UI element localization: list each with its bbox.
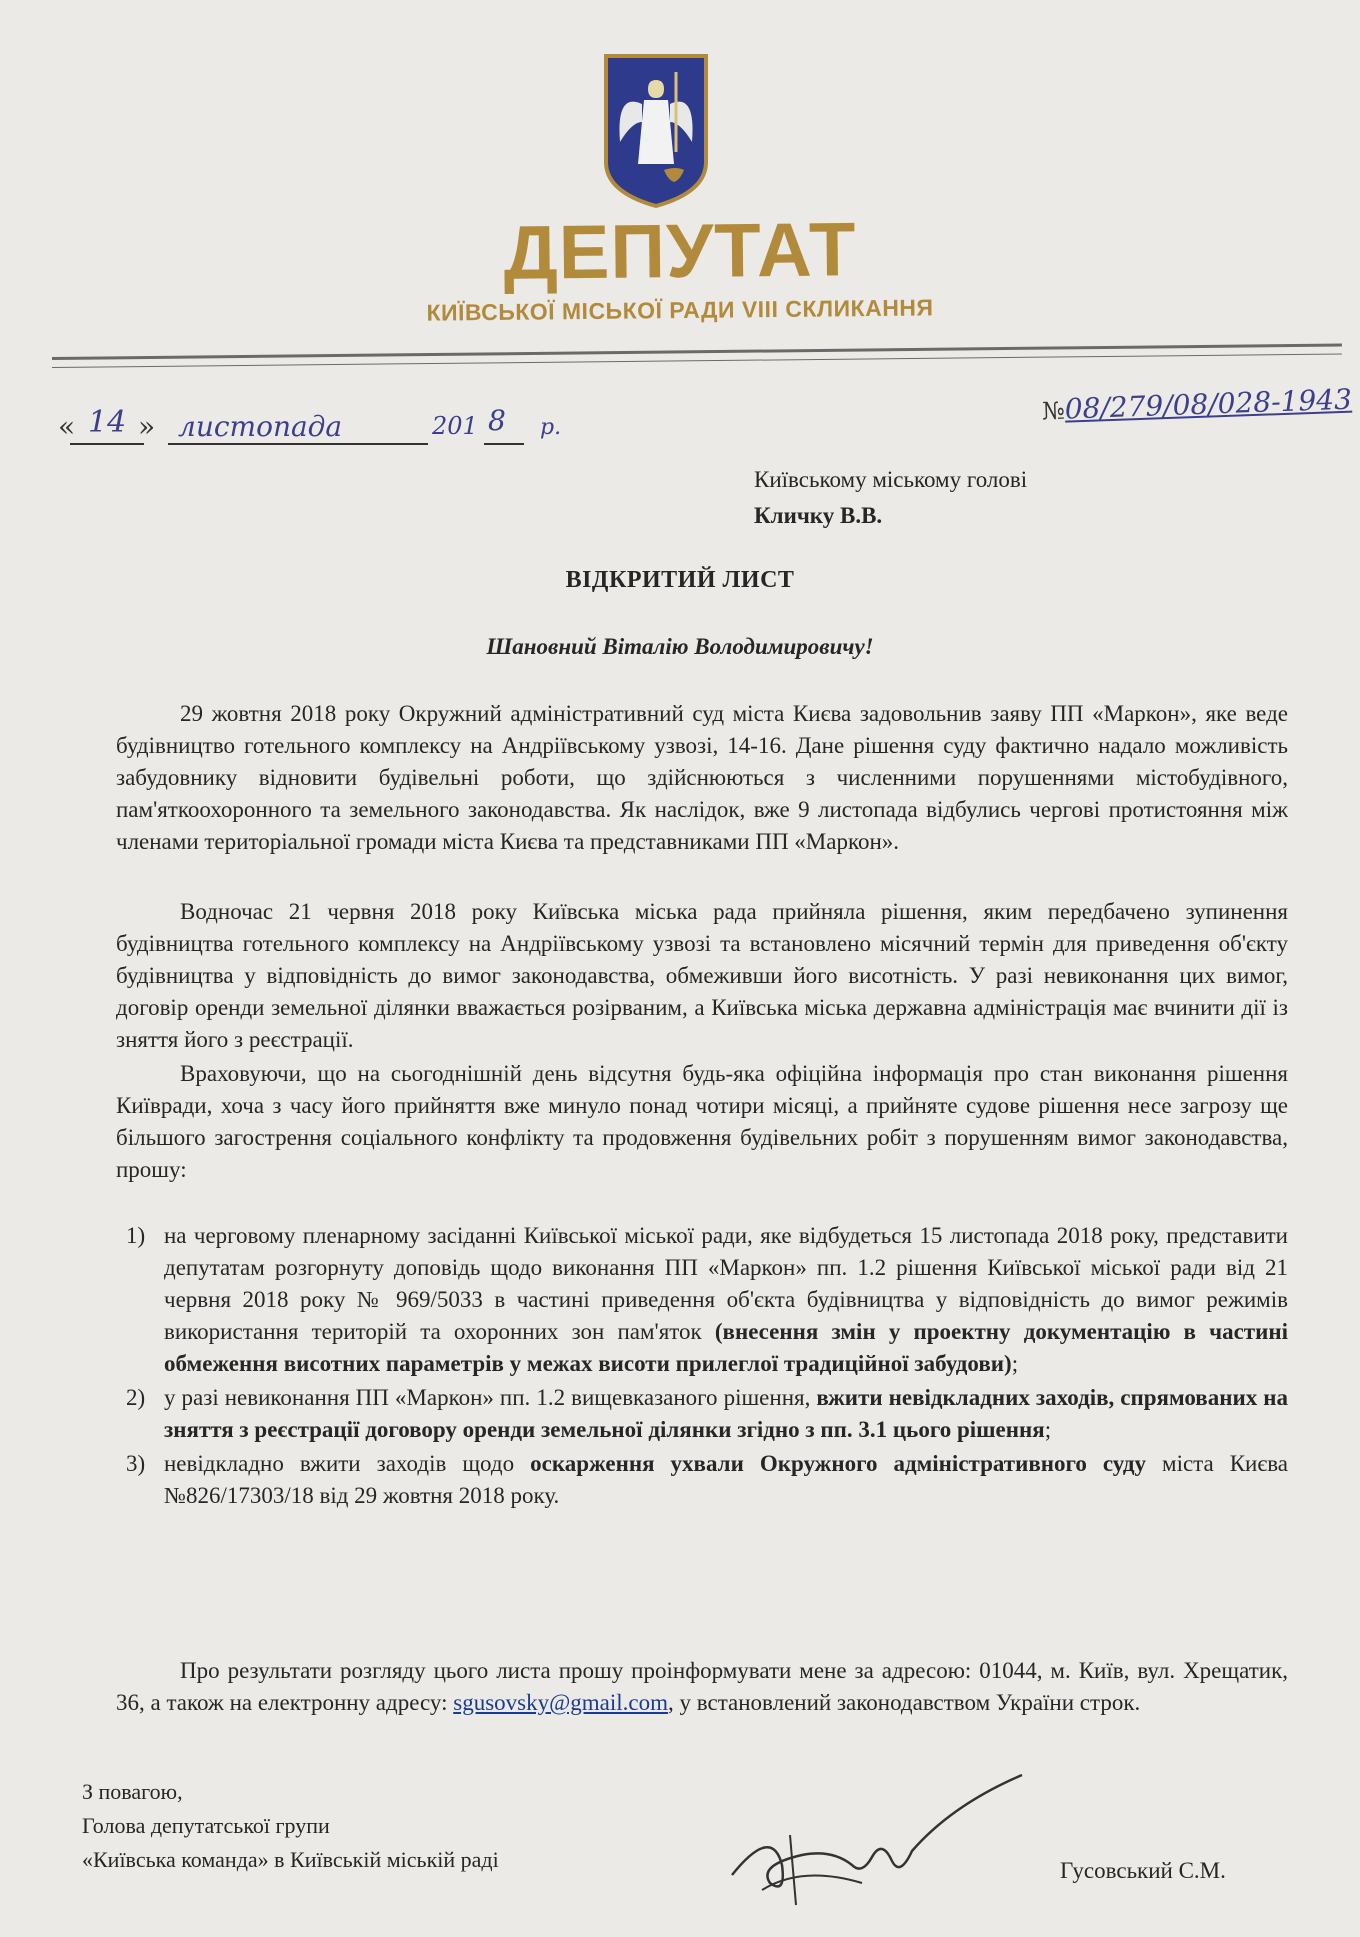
date-day: 14 — [88, 405, 127, 440]
closing-text: Про результати розгляду цього листа прошу проінформувати мене за адресою: 01044, м. Київ, вул. Хрещатик, 36, а також на електронну адресу: — [116, 1658, 1288, 1715]
list-item-text: невідкладно вжити заходів щодо — [164, 1451, 515, 1476]
date-close-quote: » — [138, 410, 156, 443]
signer-group: «Київська команда» в Київській міській раді — [82, 1847, 499, 1872]
paragraph-2 — [116, 896, 1288, 1056]
salutation: Шановний Віталію Володимировичу! — [486, 634, 874, 659]
addressee-position: Київському міському голові — [754, 467, 1028, 492]
addressee-name: Кличку В.В. — [754, 503, 883, 528]
list-item-text: на черговому пленарному засіданні Київської міської ради, яке відбудеться 15 листопада 2018 року, представити депутатам розгорнуту доповідь щодо виконання ПП «Маркон» пп. 1.2 рішення Київської міської ради від 21 червня 2018 року № 969/5033 в частині приведення об'єкта будівництва у відповідність до вимог режимів використання територій та охоронних зон пам'яток — [164, 1223, 1288, 1344]
list-item-bold: (внесення змін у проектну документацію в частині обмеження висотних параметрів у межах висоти прилеглої традиційної забудови) — [164, 1319, 1288, 1376]
closing-tail: , у встановлений законодавством України строк. — [668, 1690, 1141, 1715]
handwritten-signature — [712, 1765, 1032, 1915]
date-year-line — [484, 443, 524, 445]
list-item — [120, 1382, 1288, 1446]
signer-position: Голова депутатської групи — [82, 1813, 330, 1838]
list-item-number: 2) — [126, 1385, 146, 1410]
regards-line: З повагою, — [82, 1779, 183, 1804]
registration-value: 08/279/08/028-1943 — [1064, 382, 1353, 426]
signer-name: Гусовський С.М. — [1060, 1858, 1226, 1883]
list-item-bold: оскарження ухвали Окружного адміністративного суду — [530, 1451, 1146, 1476]
list-item-tail: міста Києва №826/17303/18 від 29 жовтня 2018 року. — [164, 1451, 1289, 1508]
closing-paragraph — [116, 1655, 1288, 1719]
council-subtitle: КИЇВСЬКОЇ МІСЬКОЇ РАДИ VIII СКЛИКАННЯ — [426, 294, 934, 326]
paragraph-text: Водночас 21 червня 2018 року Київська міська рада прийняла рішення, яким передбачено зупинення будівництва готельного комплексу на Андріївському узвозі та встановлено місячний термін для приведення об'єкту будівництва у відповідність до вимог законодавства, обмеживши його висотність. У разі невиконання цих вимог, договір оренди земельної ділянки вважається розірваним, а Київська міська державна адміністрація має вчинити дії із зняття його з реєстрації. — [116, 899, 1288, 1052]
letter-heading: ВІДКРИТИЙ ЛИСТ — [565, 567, 795, 593]
paragraph-text: 29 жовтня 2018 року Окружний адміністративний суд міста Києва задовольнив заяву ПП «Маркон», яке веде будівництво готельного комплексу на Андріївському узвозі, 14-16. Дане рішення суду фактично надало можливість забудовнику відновити будівельні роботи, що здійснюються з численними порушеннями містобудівного, пам'яткоохоронного та земельного законодавства. Як наслідок, вже 9 листопада відбулись чергові протистояння між членами територіальної громади міста Києва та представниками ПП «Маркон». — [116, 701, 1288, 854]
list-item-number: 1) — [126, 1223, 146, 1248]
date-open-quote: « — [58, 410, 76, 443]
registration-number — [1042, 383, 1353, 427]
date-month: листопада — [178, 410, 343, 443]
date-year-digit: 8 — [488, 404, 506, 437]
kyiv-coat-of-arms-icon — [602, 52, 710, 208]
email-link[interactable]: sgusovsky@gmail.com — [453, 1690, 669, 1715]
date-day-line — [70, 443, 144, 445]
list-item-number: 3) — [126, 1451, 146, 1476]
list-item — [120, 1448, 1288, 1512]
date-year-suffix: р. — [540, 415, 562, 440]
paragraph-text: Враховуючи, що на сьогоднішній день відсутня будь-яка офіційна інформація про стан виконання рішення Київради, хоча з часу його прийняття вже минуло понад чотири місяці, а прийняте судове рішення несе загрозу ще більшого загострення соціального конфлікту та продовження будівельних робіт з порушенням вимог законодавства, прошу: — [116, 1061, 1288, 1182]
registration-label: № — [1041, 396, 1066, 426]
date-month-line — [168, 443, 428, 445]
signature-block — [82, 1775, 499, 1877]
list-item-tail: ; — [1044, 1417, 1052, 1442]
deputy-title: ДЕПУТАТ — [503, 207, 857, 296]
list-item-text: у разі невиконання ПП «Маркон» пп. 1.2 вищевказаного рішення, — [164, 1385, 811, 1410]
list-item-tail: ; — [1011, 1351, 1019, 1376]
list-item-bold: вжити невідкладних заходів, спрямованих на зняття з реєстрації договору оренди земельної ділянки згідно з пп. 3.1 цього рішення — [164, 1385, 1288, 1442]
request-list — [120, 1220, 1288, 1514]
list-item — [120, 1220, 1288, 1380]
paragraph-1 — [116, 698, 1288, 858]
header-divider — [52, 343, 1342, 360]
date-year-prefix: 201 — [432, 412, 478, 440]
paragraph-3 — [116, 1058, 1288, 1186]
